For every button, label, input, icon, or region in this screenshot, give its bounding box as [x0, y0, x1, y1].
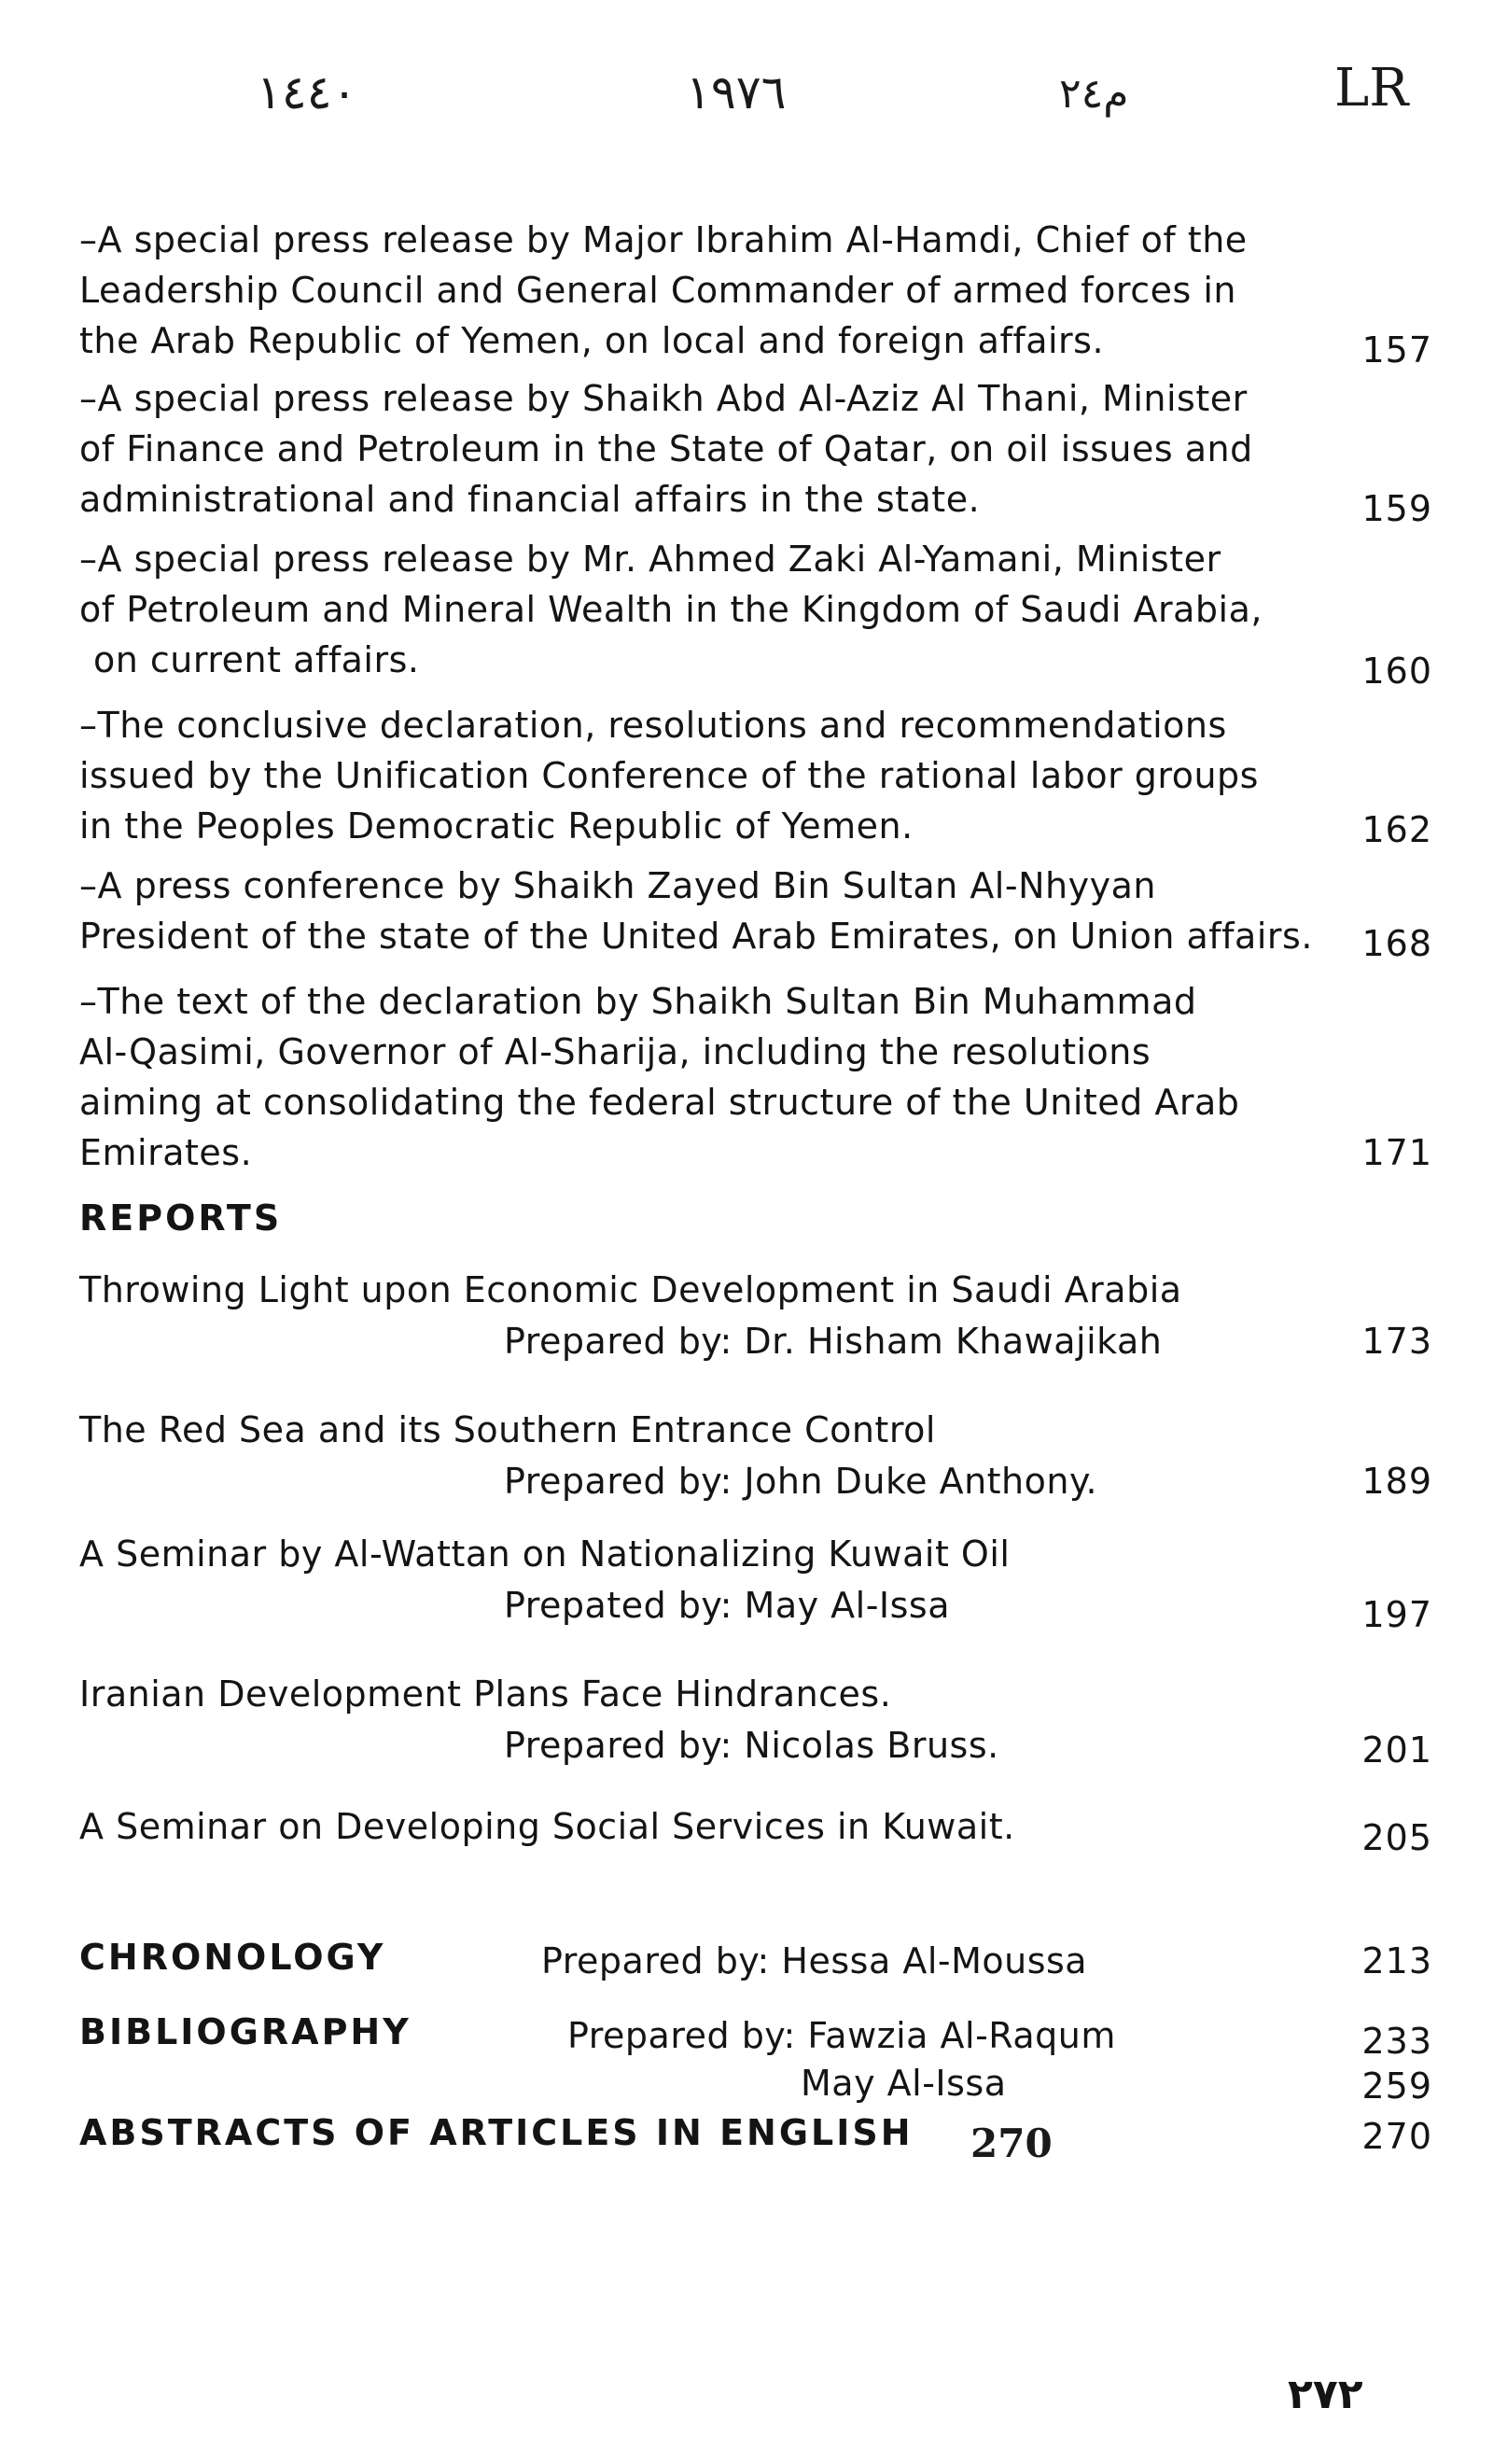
entry-line: aiming at consolidating the federal structure of the United Arab — [79, 1082, 1240, 1123]
entry-page-number: 159 — [1361, 488, 1432, 529]
handwritten-note-2: ١٩٧٦ — [686, 65, 787, 119]
entry-page-number: 168 — [1361, 923, 1432, 964]
bibliography-author: Prepared by: Fawzia Al-Raqum — [567, 2015, 1116, 2056]
report-page-number: 197 — [1361, 1594, 1432, 1635]
entry-line: of Petroleum and Mineral Wealth in the Kingdom of Saudi Arabia, — [79, 589, 1263, 630]
chronology-page-number: 213 — [1361, 1940, 1432, 1981]
entry-line: –The conclusive declaration, resolutions and recommendations — [79, 705, 1227, 746]
footer-page-number: ٢٧٢ — [1288, 2371, 1363, 2418]
report-title: A Seminar by Al-Wattan on Nationalizing Kuwait Oil — [79, 1533, 1011, 1575]
abstracts-heading: ABSTRACTS OF ARTICLES IN ENGLISH — [79, 2112, 914, 2153]
entry-line: –A press conference by Shaikh Zayed Bin Sultan Al-Nhyyan — [79, 865, 1156, 906]
report-author: Prepated by: May Al-Issa — [504, 1585, 951, 1626]
report-author: Prepared by: John Duke Anthony. — [504, 1461, 1098, 1502]
entry-line: Al-Qasimi, Governor of Al-Sharija, including the resolutions — [79, 1031, 1151, 1072]
entry-line: –A special press release by Shaikh Abd Al-Aziz Al Thani, Minister — [79, 378, 1248, 419]
reports-heading: REPORTS — [79, 1197, 283, 1239]
report-page-number: 205 — [1361, 1817, 1432, 1858]
entry-line: Emirates. — [79, 1132, 253, 1173]
entry-line: administrational and financial affairs in the state. — [79, 479, 981, 520]
entry-line: in the Peoples Democratic Republic of Yemen. — [79, 805, 914, 847]
entry-line: issued by the Unification Conference of the rational labor groups — [79, 755, 1259, 796]
entry-line: on current affairs. — [93, 639, 420, 680]
entry-line: President of the state of the United Arab Emirates, on Union affairs. — [79, 916, 1313, 957]
report-page-number: 173 — [1361, 1321, 1432, 1362]
entry-page-number: 160 — [1361, 651, 1432, 692]
report-author: Prepared by: Dr. Hisham Khawajikah — [504, 1321, 1163, 1362]
entry-line: –A special press release by Mr. Ahmed Zaki Al-Yamani, Minister — [79, 539, 1221, 580]
handwritten-note-3: م٢٤ — [1059, 70, 1129, 118]
bibliography-page-number-2: 259 — [1361, 2065, 1432, 2107]
entry-line: of Finance and Petroleum in the State of Qatar, on oil issues and — [79, 428, 1253, 469]
handwritten-note-1: ١٤٤٠ — [257, 65, 357, 119]
report-page-number: 201 — [1361, 1729, 1432, 1771]
bibliography-page-number: 233 — [1361, 2021, 1432, 2062]
handwritten-page-note: 270 — [970, 2121, 1053, 2166]
report-title: The Red Sea and its Southern Entrance Control — [79, 1409, 936, 1450]
entry-page-number: 157 — [1361, 329, 1432, 371]
report-title: Throwing Light upon Economic Development in Saudi Arabia — [79, 1269, 1182, 1310]
handwritten-note-4: LR — [1334, 58, 1409, 119]
entry-page-number: 171 — [1361, 1132, 1432, 1173]
entry-page-number: 162 — [1361, 809, 1432, 850]
abstracts-page-number: 270 — [1361, 2116, 1432, 2157]
entry-line: –A special press release by Major Ibrahim Al-Hamdi, Chief of the — [79, 219, 1248, 260]
chronology-heading: CHRONOLOGY — [79, 1937, 386, 1978]
entry-line: the Arab Republic of Yemen, on local and foreign affairs. — [79, 320, 1105, 361]
chronology-author: Prepared by: Hessa Al-Moussa — [541, 1940, 1088, 1981]
bibliography-heading: BIBLIOGRAPHY — [79, 2011, 412, 2052]
report-author: Prepared by: Nicolas Bruss. — [504, 1725, 999, 1766]
entry-line: –The text of the declaration by Shaikh Sultan Bin Muhammad — [79, 981, 1197, 1022]
report-title: A Seminar on Developing Social Services in Kuwait. — [79, 1806, 1015, 1847]
entry-line: Leadership Council and General Commander of armed forces in — [79, 270, 1237, 311]
report-page-number: 189 — [1361, 1461, 1432, 1502]
bibliography-author-2: May Al-Issa — [801, 2063, 1007, 2104]
report-title: Iranian Development Plans Face Hindrances. — [79, 1673, 892, 1715]
